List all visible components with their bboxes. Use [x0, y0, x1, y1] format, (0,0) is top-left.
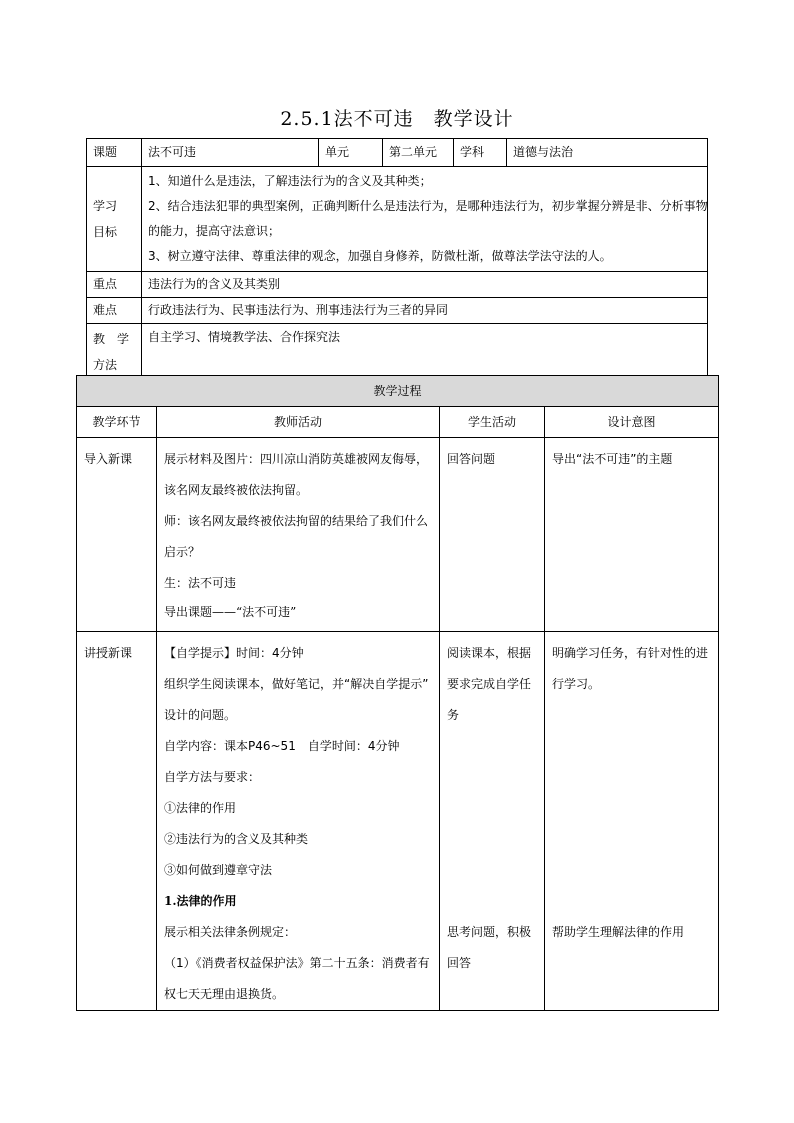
- teacher-activity-cell: [157, 438, 440, 632]
- key-label: 重点: [87, 272, 142, 298]
- subject-label: 学科: [454, 139, 507, 167]
- teacher-line: 师：该名网友最终被依法拘留的结果给了我们什么: [164, 514, 429, 529]
- intent-line: 明确学习任务，有针对性的进: [552, 646, 709, 661]
- stage-text: 讲授新课: [84, 646, 133, 661]
- design-intent-cell: [545, 632, 719, 1011]
- teacher-line: ②违法行为的含义及其种类: [164, 832, 309, 847]
- column-header-student: 学生活动: [440, 407, 545, 438]
- document-title: 2.5.1法不可违 教学设计: [280, 108, 514, 130]
- intent-line: [552, 886, 711, 917]
- intent-line: [552, 762, 711, 793]
- teacher-line: 设计的问题。: [164, 708, 237, 723]
- method-value: 自主学习、情境教学法、合作探究法: [142, 324, 708, 379]
- teacher-line: （1）《消费者权益保护法》第二十五条：消费者有: [164, 956, 430, 971]
- teacher-line: 权七天无理由退换货。: [164, 987, 285, 1002]
- method-label-line-2: 方法: [93, 358, 118, 372]
- table-row: [77, 632, 719, 1011]
- intent-line: [552, 855, 711, 886]
- column-header-intent: 设计意图: [545, 407, 719, 438]
- goals-label: [87, 167, 142, 272]
- design-intent-cell: [545, 438, 719, 632]
- teacher-line: 【自学提示】时间：4分钟: [164, 646, 304, 661]
- method-label: [87, 324, 142, 379]
- goal-line: 的能力，提高守法意识；: [148, 224, 281, 239]
- student-line: 务: [447, 708, 460, 723]
- teacher-line: 生：法不可违: [164, 576, 237, 591]
- intent-line: [552, 793, 711, 824]
- student-line: [447, 855, 537, 886]
- student-line: 回答问题: [447, 452, 496, 467]
- teacher-line: 组织学生阅读课本，做好笔记，并“解决自学提示”: [164, 677, 429, 692]
- teacher-line: 自学方法与要求：: [164, 770, 261, 785]
- goals-label-line-2: 目标: [93, 225, 118, 239]
- intent-line: [552, 824, 711, 855]
- student-line: [447, 793, 537, 824]
- unit-value: 第二单元: [383, 139, 454, 167]
- student-line: [447, 731, 537, 762]
- student-line: 回答: [447, 956, 472, 971]
- intent-line: 行学习。: [552, 677, 601, 692]
- difficult-label: 难点: [87, 298, 142, 324]
- teacher-activity-cell: [157, 632, 440, 1011]
- teacher-line: 展示相关法律条例规定：: [164, 925, 297, 940]
- student-line: [447, 824, 537, 855]
- stage-cell: [77, 438, 157, 632]
- teaching-process-table: [76, 375, 719, 1011]
- teacher-line: 自学内容：课本P46~51 自学时间：4分钟: [164, 739, 400, 754]
- teacher-line: 导出课题——“法不可违”: [164, 604, 297, 619]
- table-row: [77, 438, 719, 632]
- intent-line: 导出“法不可违”的主题: [552, 452, 673, 467]
- intent-line: [552, 700, 711, 731]
- teacher-line: ①法律的作用: [164, 801, 237, 816]
- teacher-line: 展示材料及图片：四川凉山消防英雄被网友侮辱，: [164, 452, 429, 467]
- student-line: 要求完成自学任: [447, 677, 532, 692]
- intent-line: [552, 731, 711, 762]
- column-header-teacher: 教师活动: [157, 407, 440, 438]
- process-heading: 教学过程: [77, 376, 719, 407]
- student-activity-cell: [440, 632, 545, 1011]
- course-value: 法不可违: [142, 139, 319, 167]
- goal-line: 2、结合违法犯罪的典型案例，正确判断什么是违法行为，是哪种违法行为，初步掌握分辨是非、分析事物: [148, 199, 708, 214]
- teacher-line: 1.法律的作用: [164, 894, 237, 909]
- goal-line: 1、知道什么是违法，了解违法行为的含义及其种类；: [148, 174, 432, 189]
- unit-label: 单元: [319, 139, 383, 167]
- subject-value: 道德与法治: [507, 139, 708, 167]
- student-line: 阅读课本，根据: [447, 646, 532, 661]
- student-activity-cell: [440, 438, 545, 632]
- method-label-line-1: 教 学: [93, 332, 130, 346]
- student-line: 思考问题，积极: [447, 925, 532, 940]
- course-label: 课题: [87, 139, 142, 167]
- stage-cell: [77, 632, 157, 1011]
- goals-label-line-1: 学习: [93, 199, 118, 213]
- teacher-line: 该名网友最终被依法拘留。: [164, 483, 309, 498]
- goal-line: 3、树立遵守法律、尊重法律的观念，加强自身修养，防微杜渐，做尊法学法守法的人。: [148, 249, 612, 264]
- goals-content: [142, 167, 708, 272]
- lesson-info-table: [86, 138, 708, 379]
- student-line: [447, 886, 537, 917]
- stage-text: 导入新课: [84, 452, 133, 467]
- difficult-value: 行政违法行为、民事违法行为、刑事违法行为三者的异同: [142, 298, 708, 324]
- teacher-line: 启示？: [164, 545, 201, 560]
- student-line: [447, 762, 537, 793]
- teacher-line: ③如何做到遵章守法: [164, 863, 273, 878]
- intent-line: 帮助学生理解法律的作用: [552, 925, 685, 940]
- column-header-stage: 教学环节: [77, 407, 157, 438]
- key-value: 违法行为的含义及其类别: [142, 272, 708, 298]
